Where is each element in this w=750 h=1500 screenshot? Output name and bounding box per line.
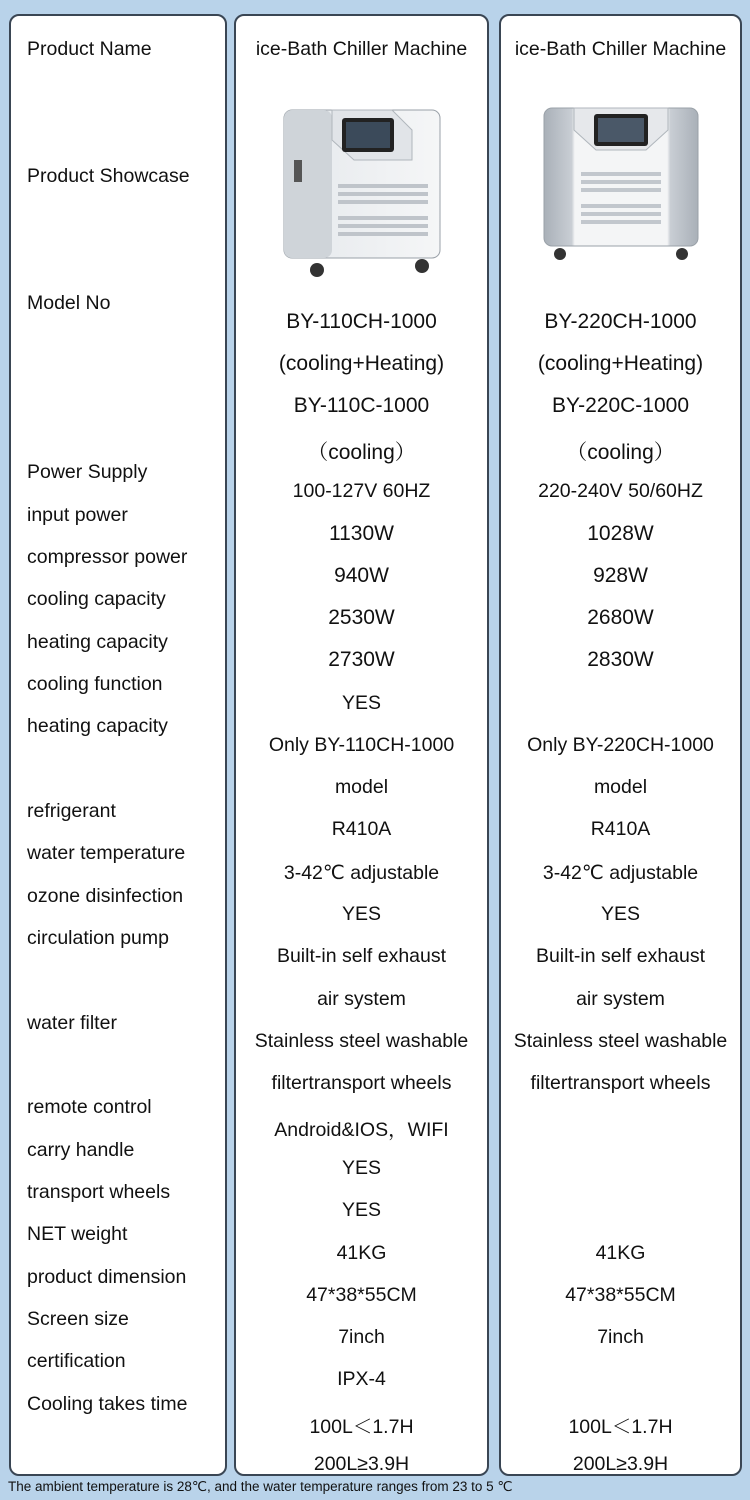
- label-remote-control: remote control: [27, 1096, 152, 1118]
- product-b-image: [501, 100, 740, 285]
- product-b-cooling-capacity: 2680W: [587, 606, 654, 629]
- product-a-certification: IPX-4: [337, 1368, 386, 1390]
- product-a-model-1: BY-110CH-1000: [286, 310, 437, 333]
- product-b-screen-size: 7inch: [597, 1326, 644, 1348]
- product-a-image: [236, 100, 487, 285]
- label-screen-size: Screen size: [27, 1308, 129, 1330]
- spec-labels-column: [9, 14, 227, 1476]
- label-product-dimension: product dimension: [27, 1266, 187, 1288]
- product-b-input-power: 1028W: [587, 522, 654, 545]
- product-a-cooling-function: YES: [341, 692, 382, 714]
- product-a-name: ice-Bath Chiller Machine: [255, 38, 468, 60]
- product-a-water-temperature: 3-42℃ adjustable: [283, 862, 440, 884]
- product-a-cooling-capacity: 2530W: [328, 606, 395, 629]
- product-a-screen-size: 7inch: [338, 1326, 385, 1348]
- product-a-heating-capacity-2-line1: Only BY-110CH-1000: [268, 734, 455, 756]
- label-carry-handle: carry handle: [27, 1139, 135, 1161]
- product-a-model-4: （cooling）: [307, 441, 416, 464]
- product-a-cooling-time-line1: 100L＜1.7H: [309, 1416, 414, 1438]
- product-b-net-weight: 41KG: [595, 1242, 646, 1264]
- product-a-power-supply: 100-127V 60HZ: [292, 480, 431, 502]
- chiller-machine-image: [536, 100, 706, 270]
- product-b-model-3: BY-220C-1000: [552, 394, 689, 417]
- product-a-compressor-power: 940W: [334, 564, 389, 587]
- product-b-cooling-time-line1: 100L＜1.7H: [568, 1416, 673, 1438]
- product-a-column: [234, 14, 489, 1476]
- product-b-compressor-power: 928W: [593, 564, 648, 587]
- product-b-model-1: BY-220CH-1000: [544, 310, 697, 333]
- product-a-water-filter-line2: filtertransport wheels: [271, 1072, 452, 1094]
- product-b-water-temperature: 3-42℃ adjustable: [542, 862, 699, 884]
- product-a-circulation-pump-line1: Built-in self exhaust: [276, 945, 447, 967]
- label-net-weight: NET weight: [27, 1223, 128, 1245]
- label-product-showcase: Product Showcase: [27, 165, 190, 187]
- product-b-circulation-pump-line1: Built-in self exhaust: [535, 945, 706, 967]
- label-power-supply: Power Supply: [27, 461, 148, 483]
- product-b-model-2: (cooling+Heating): [537, 352, 704, 375]
- label-product-name: Product Name: [27, 38, 152, 60]
- product-b-name: ice-Bath Chiller Machine: [514, 38, 727, 60]
- label-compressor-power: compressor power: [27, 546, 188, 568]
- label-cooling-function: cooling function: [27, 673, 163, 695]
- product-a-product-dimension: 47*38*55CM: [306, 1284, 417, 1306]
- footnote: The ambient temperature is 28℃, and the water temperature ranges from 23 to 5 ℃: [8, 1479, 513, 1494]
- label-transport-wheels: transport wheels: [27, 1181, 171, 1203]
- label-heating-capacity: heating capacity: [27, 631, 168, 653]
- product-b-cooling-time-line2: 200L≥3.9H: [572, 1453, 669, 1475]
- product-b-refrigerant: R410A: [590, 818, 651, 840]
- label-water-filter: water filter: [27, 1012, 117, 1034]
- product-b-heating-capacity: 2830W: [587, 648, 654, 671]
- label-input-power: input power: [27, 504, 128, 526]
- product-b-power-supply: 220-240V 50/60HZ: [538, 480, 703, 502]
- product-a-cooling-time-line2: 200L≥3.9H: [313, 1453, 410, 1475]
- label-water-temperature: water temperature: [27, 842, 186, 864]
- product-a-water-filter-line1: Stainless steel washable: [254, 1030, 469, 1052]
- product-b-model-4: （cooling）: [566, 441, 675, 464]
- label-ozone-disinfection: ozone disinfection: [27, 885, 184, 907]
- chiller-machine-image: [272, 100, 452, 285]
- product-a-input-power: 1130W: [329, 522, 394, 545]
- label-certification: certification: [27, 1350, 126, 1372]
- label-model-no: Model No: [27, 292, 111, 314]
- product-b-circulation-pump-line2: air system: [576, 988, 665, 1010]
- label-heating-capacity-2: heating capacity: [27, 715, 168, 737]
- product-b-column: [499, 14, 742, 1476]
- product-a-carry-handle: YES: [341, 1157, 382, 1179]
- product-a-refrigerant: R410A: [331, 818, 392, 840]
- label-cooling-capacity: cooling capacity: [27, 588, 166, 610]
- product-b-heating-capacity-2-line1: Only BY-220CH-1000: [527, 734, 714, 756]
- label-circulation-pump: circulation pump: [27, 927, 169, 949]
- product-a-heating-capacity-2-line2: model: [334, 776, 389, 798]
- product-a-circulation-pump-line2: air system: [317, 988, 406, 1010]
- product-a-heating-capacity: 2730W: [328, 648, 395, 671]
- label-cooling-takes-time: Cooling takes time: [27, 1393, 188, 1415]
- product-a-ozone-disinfection: YES: [341, 903, 382, 925]
- product-a-model-2: (cooling+Heating): [278, 352, 445, 375]
- product-a-remote-control: Android&IOS，WIFI: [274, 1119, 449, 1141]
- product-b-ozone-disinfection: YES: [600, 903, 641, 925]
- product-b-heating-capacity-2-line2: model: [593, 776, 648, 798]
- product-b-product-dimension: 47*38*55CM: [565, 1284, 676, 1306]
- product-a-transport-wheels: YES: [341, 1199, 382, 1221]
- product-b-water-filter-line1: Stainless steel washable: [513, 1030, 728, 1052]
- product-a-net-weight: 41KG: [336, 1242, 387, 1264]
- label-refrigerant: refrigerant: [27, 800, 116, 822]
- product-b-water-filter-line2: filtertransport wheels: [530, 1072, 711, 1094]
- product-a-model-3: BY-110C-1000: [293, 394, 430, 417]
